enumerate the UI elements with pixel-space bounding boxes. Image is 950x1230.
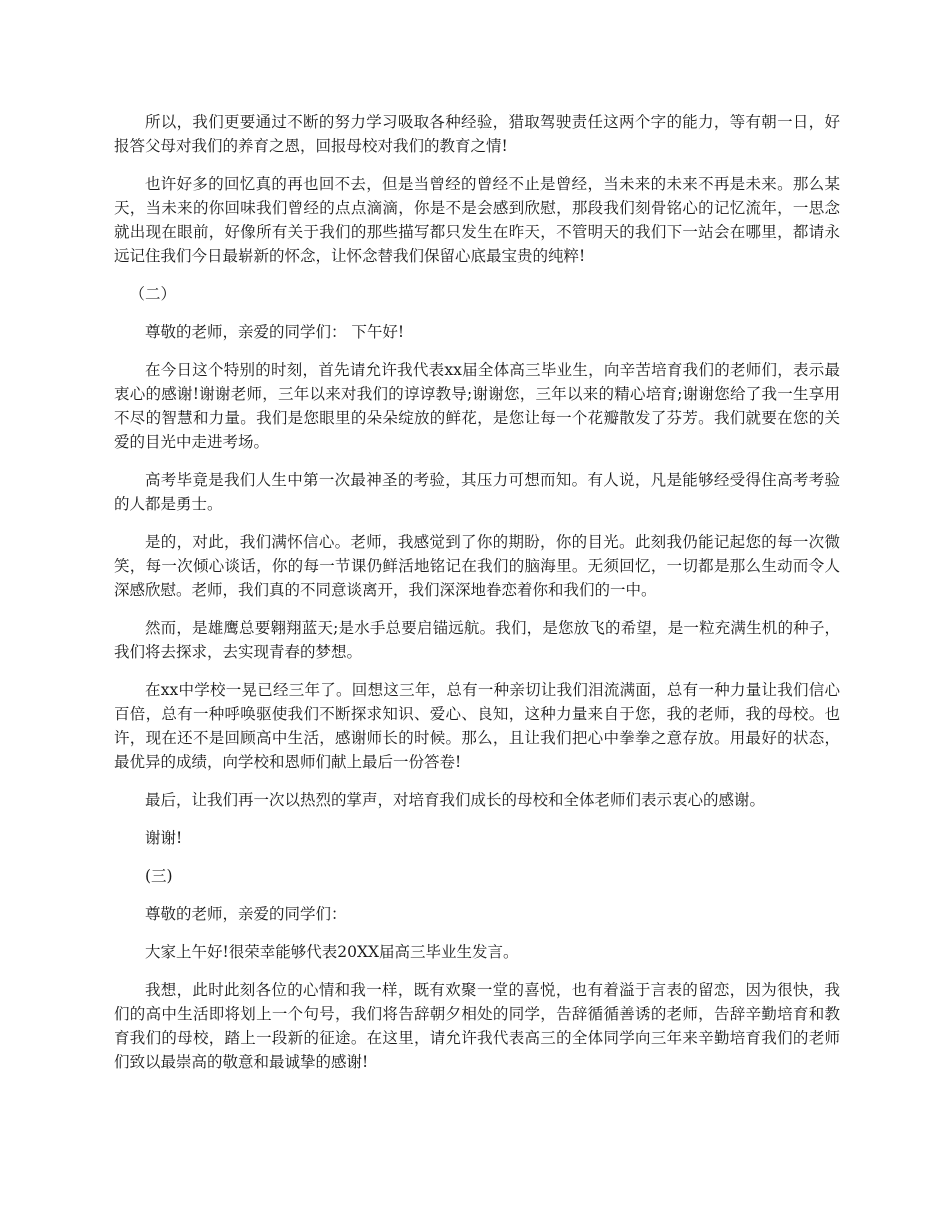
paragraph-thank-you: 谢谢!: [145, 829, 183, 847]
paragraph-thanks-teachers: 在今日这个特别的时刻，首先请允许我代表xx届全体高三毕业生，向辛苦培育我们的老师们，表示最衷心的感谢!谢谢老师，三年以来对我们的谆谆教导;谢谢您，三年以来的精心培育;谢谢您给了我一生享用不尽的智慧和力量。我们是您眼里的朵朵绽放的鲜花，是您让每一个花瓣散发了芬芳。我们就要在您的关爱的目光中走进考场。: [114, 361, 840, 451]
greeting-morning: 大家上午好!很荣幸能够代表20XX届高三毕业生发言。: [145, 943, 519, 961]
greeting-afternoon: 尊敬的老师，亲爱的同学们： 下午好!: [145, 323, 405, 341]
section-heading-three: (三): [145, 867, 173, 885]
paragraph-confidence: 是的，对此，我们满怀信心。老师，我感觉到了你的期盼，你的目光。此刻我仍能记起您的每一次微笑，每一次倾心谈话，你的每一节课仍鲜活地铭记在我们的脑海里。无须回忆，一切都是那么生动而令人深感欣慰。老师，我们真的不同意谈离开，我们深深地眷恋着你和我们的一中。: [114, 533, 840, 599]
document-body: [114, 110, 840, 1088]
section-heading-two: （二）: [129, 285, 177, 303]
paragraph-applause: 最后，让我们再一次以热烈的掌声，对培育我们成长的母校和全体老师们表示衷心的感谢。: [145, 791, 766, 809]
paragraph-exam: 高考毕竟是我们人生中第一次最神圣的考验，其压力可想而知。有人说，凡是能够经受得住高考考验的人都是勇士。: [114, 471, 840, 513]
paragraph-gratitude: 所以，我们更要通过不断的努力学习吸取各种经验，猎取驾驶责任这两个字的能力，等有朝一日，好报答父母对我们的养育之恩，回报母校对我们的教育之情!: [114, 113, 840, 155]
paragraph-memories: 也许好多的回忆真的再也回不去，但是当曾经的曾经不止是曾经，当未来的未来不再是未来。那么某天，当未来的你回味我们曾经的点点滴滴，你是不是会感到欣慰，那段我们刻骨铭心的记忆流年，一思念就出现在眼前，好像所有关于我们的那些描写都只发生在昨天，不管明天的我们下一站会在哪里，都请永远记住我们今日最崭新的怀念，让怀念替我们保留心底最宝贵的纯粹!: [114, 175, 840, 265]
paragraph-eagle: 然而，是雄鹰总要翱翔蓝天;是水手总要启锚远航。我们，是您放飞的希望，是一粒充满生机的种子，我们将去探求，去实现青春的梦想。: [114, 619, 840, 661]
paragraph-farewell: 我想，此时此刻各位的心情和我一样，既有欢聚一堂的喜悦，也有着溢于言表的留恋，因为很快，我们的高中生活即将划上一个句号，我们将告辞朝夕相处的同学，告辞循循善诱的老师，告辞辛勤培育和教育我们的母校，踏上一段新的征途。在这里，请允许我代表高三的全体同学向三年来辛勤培育我们的老师们致以最崇高的敬意和最诚挚的感谢!: [114, 981, 840, 1071]
paragraph-three-years: 在xx中学校一晃已经三年了。回想这三年，总有一种亲切让我们泪流满面，总有一种力量让我们信心百倍，总有一种呼唤驱使我们不断探求知识、爱心、良知，这种力量来自于您，我的老师，我的母校。也许，现在还不是回顾高中生活，感谢师长的时候。那么，且让我们把心中拳拳之意存放。用最好的状态，最优异的成绩，向学校和恩师们献上最后一份答卷!: [114, 681, 840, 771]
greeting-teachers: 尊敬的老师，亲爱的同学们：: [145, 905, 347, 923]
